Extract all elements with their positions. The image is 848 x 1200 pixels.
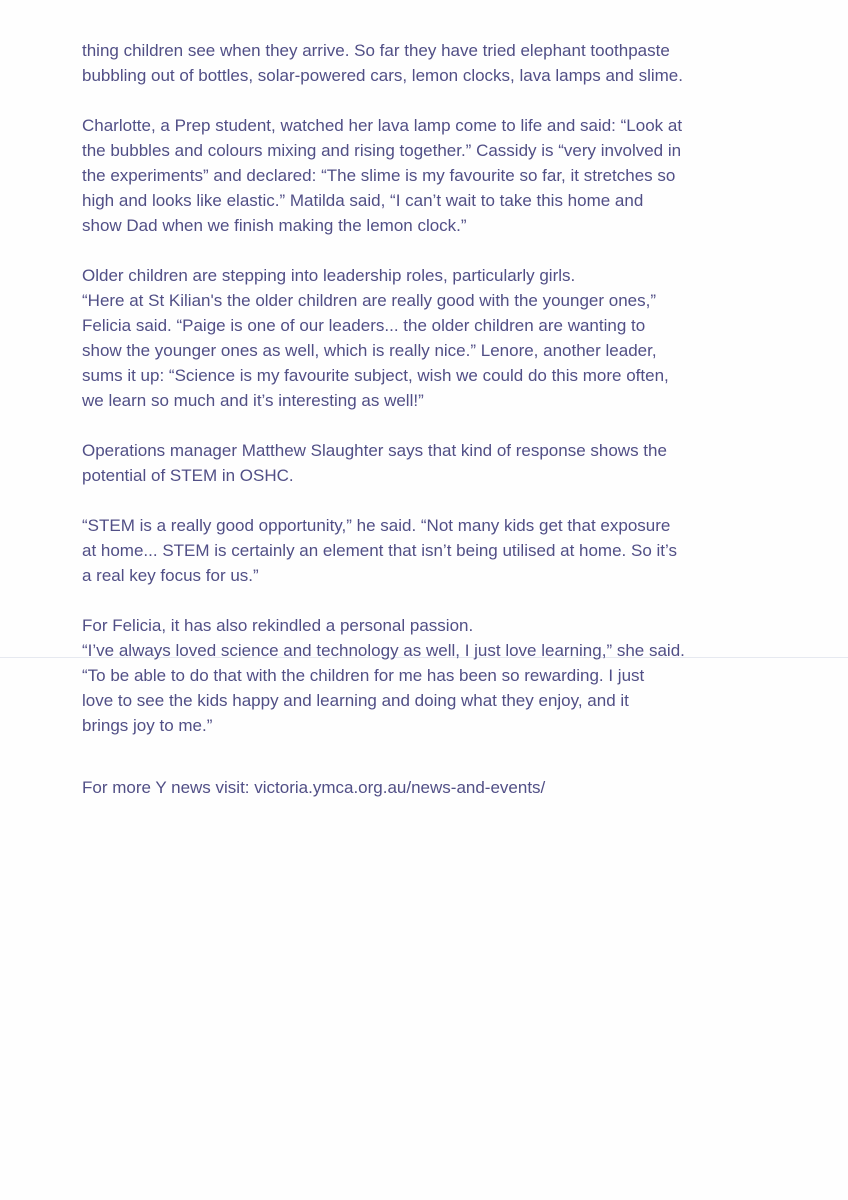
- text-line: “STEM is a really good opportunity,” he said. “Not many kids get that exposure: [82, 516, 671, 535]
- text-line: the bubbles and colours mixing and rising together.” Cassidy is “very involved in: [82, 141, 682, 160]
- text-line: at home... STEM is certainly an element that isn’t being utilised at home. So it’s: [82, 541, 677, 560]
- paragraph-leadership: [82, 263, 782, 413]
- text-line: brings joy to me.”: [82, 716, 213, 735]
- text-line: Charlotte, a Prep student, watched her lava lamp come to life and said: “Look at: [82, 116, 683, 135]
- paragraph-operations-manager: [82, 438, 782, 488]
- text-line: Operations manager Matthew Slaughter says that kind of response shows the: [82, 441, 667, 460]
- paragraph-arrival: [82, 38, 782, 88]
- text-line: bubbling out of bottles, solar-powered cars, lemon clocks, lava lamps and slime.: [82, 66, 683, 85]
- article-body: [82, 38, 782, 800]
- news-footer: For more Y news visit: victoria.ymca.org.au/news-and-events/: [82, 778, 546, 797]
- text-line: “I’ve always loved science and technology as well, I just love learning,” she said.: [82, 641, 685, 660]
- text-line: the experiments” and declared: “The slime is my favourite so far, it stretches so: [82, 166, 676, 185]
- paragraph-stem-opportunity: [82, 513, 782, 588]
- text-line: we learn so much and it’s interesting as well!”: [82, 391, 424, 410]
- paragraph-student-quotes: [82, 113, 782, 238]
- text-line: Felicia said. “Paige is one of our leaders... the older children are wanting to: [82, 316, 646, 335]
- text-line: “Here at St Kilian's the older children are really good with the younger ones,”: [82, 291, 656, 310]
- text-line: sums it up: “Science is my favourite subject, wish we could do this more often,: [82, 366, 669, 385]
- text-line: thing children see when they arrive. So far they have tried elephant toothpaste: [82, 41, 670, 60]
- text-line: show the younger ones as well, which is really nice.” Lenore, another leader,: [82, 341, 657, 360]
- text-line: love to see the kids happy and learning and doing what they enjoy, and it: [82, 691, 629, 710]
- text-line: a real key focus for us.”: [82, 566, 259, 585]
- text-line: “To be able to do that with the children for me has been so rewarding. I just: [82, 666, 645, 685]
- text-line: high and looks like elastic.” Matilda said, “I can’t wait to take this home and: [82, 191, 644, 210]
- paragraph-felicia-passion: [82, 613, 782, 738]
- text-line: For Felicia, it has also rekindled a personal passion.: [82, 616, 474, 635]
- text-line: show Dad when we finish making the lemon clock.”: [82, 216, 467, 235]
- text-line: Older children are stepping into leadership roles, particularly girls.: [82, 266, 576, 285]
- text-line: potential of STEM in OSHC.: [82, 466, 294, 485]
